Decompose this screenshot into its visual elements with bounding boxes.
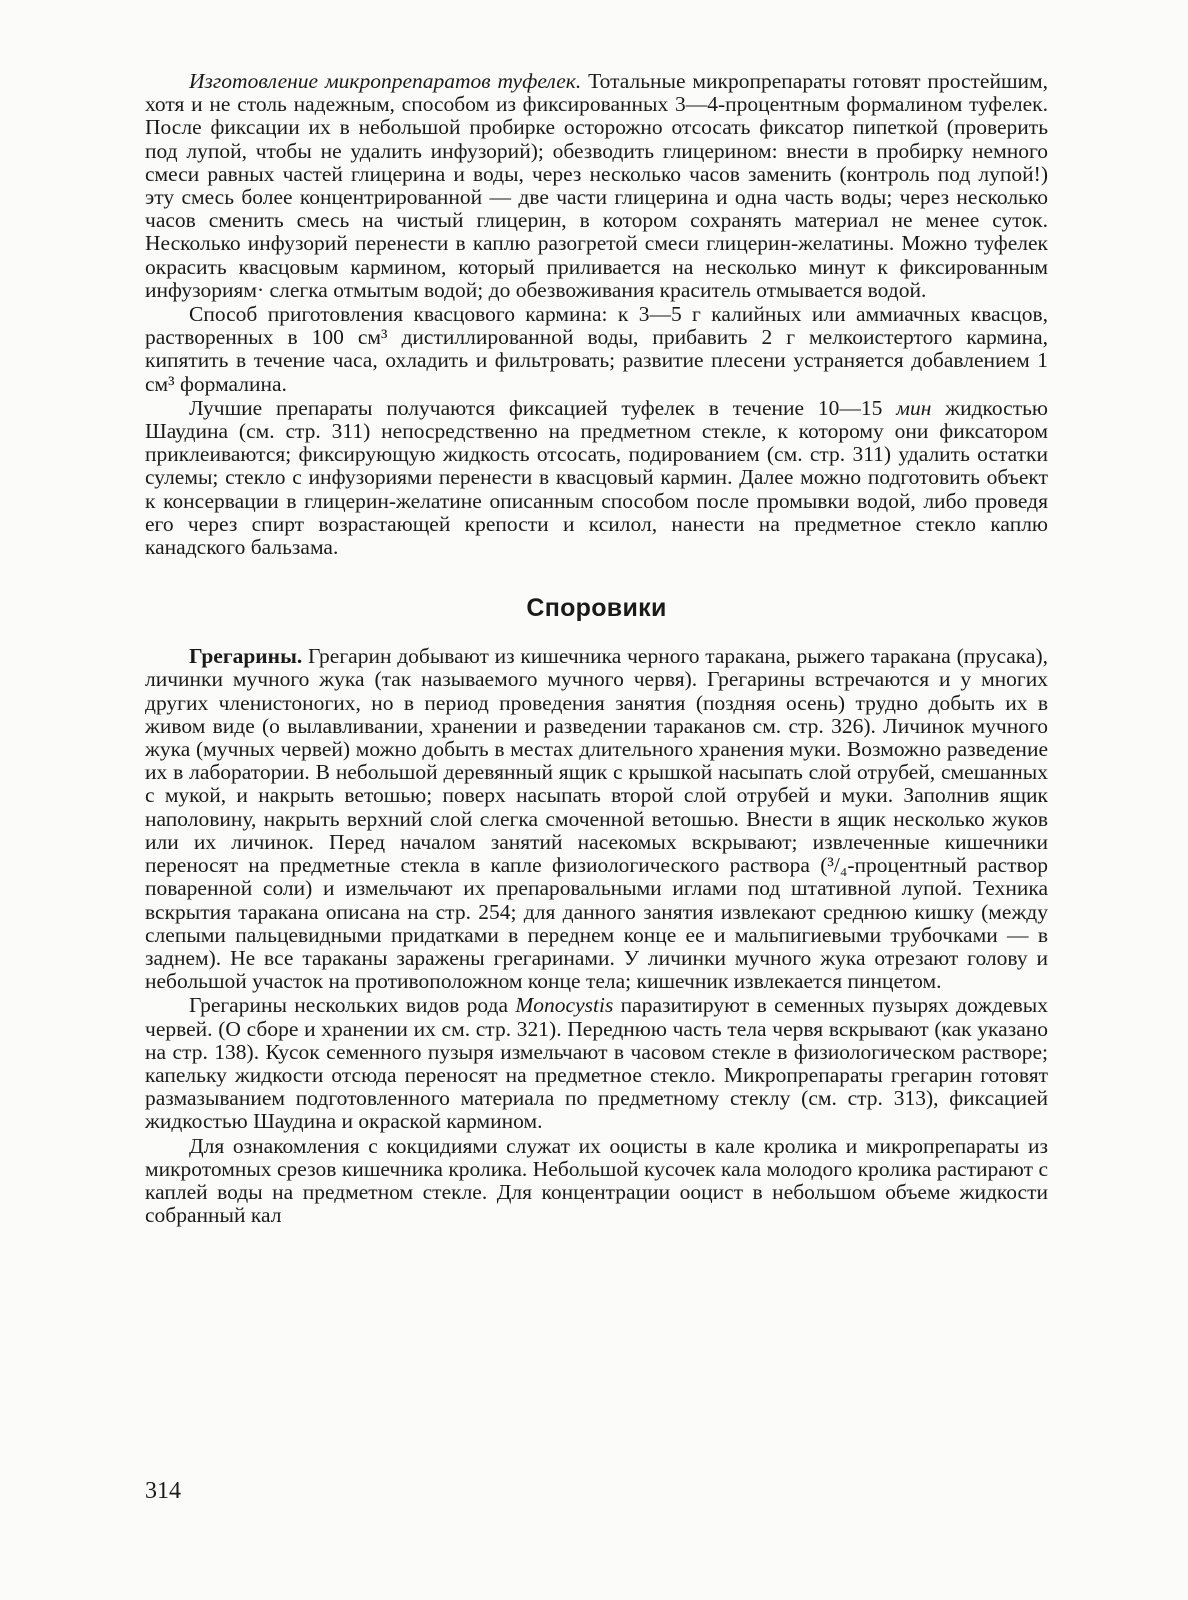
run-in-heading-ciliate-slides: Изготовление микропрепаратов туфелек. [189,69,582,93]
paragraph-text: Лучшие препараты получаются фиксацией туфелек в течение 10—15 [189,395,897,420]
section-heading-sporozoa: Споровики [526,594,667,623]
paragraph-monocystis [145,994,1048,1133]
paragraph-ciliate-slides [145,70,1048,302]
paragraph-best-slides [145,397,1048,559]
paragraph-text: Грегарины нескольких видов рода [189,993,516,1018]
unit-minutes: мин [896,395,932,420]
paragraph-gregarines [145,645,1048,993]
genus-name: Monocystis [515,993,614,1018]
page-number: 314 [145,1478,181,1504]
paragraph-alum-carmine: Способ приготовления квасцового кармина: к 3—5 г калийных или аммиачных квасцов, растворенных в 100 см³ дистиллированной воды, прибавить 2 г мелкоистертого кармина, кипятить в течение часа, охладить и фильтровать; развитие плесени устраняется добавлением 1 см³ формалина. [145,302,1048,396]
run-in-heading-gregarines: Грегарины. [189,644,303,669]
paragraph-text: Грегарин добывают из кишечника черного таракана, рыжего таракана (прусака), личинки мучного жука (так называемого мучного червя). Грегарины встречаются и у многих других членистоногих, но в период проведения занятия (поздняя осень) трудно добыть их в живом виде (о вылавливании, хранении и разведении тараканов см. стр. 326). Личинок мучного жука (мучных червей) можно добыть в местах длительного хранения муки. Возможно разведение их в лаборатории. В небольшой деревянный ящик с крышкой насыпать слой отрубей, смешанных с мукой, и накрыть ветошью; поверх насыпать второй слой отрубей и муки. Заполнив ящик наполовину, накрыть верхний слой слегка смоченной ветошью. Внести в ящик несколько жуков или их личинок. Перед началом занятий насекомых вскрывают; извлеченные кишечники переносят на предметные стекла в капле физиологического раствора (³/₄-процентный раствор поваренной соли) и измельчают их препаровальными иглами под штативной лупой. Техника вскрытия таракана описана на стр. 254; для данного занятия извлекают среднюю кишку (между слепыми пальцевидными придатками в переднем конце ее и мальпигиевыми трубочками — в заднем). Не все тараканы заражены грегаринами. У личинки мучного жука отрезают голову и небольшой участок на противоположном конце тела; кишечник извлекается пинцетом. [145,644,1048,994]
paragraph-text: паразитируют в семенных пузырях дождевых червей. (О сборе и хранении их см. стр. 321). Переднюю часть тела червя вскрывают (как указано на стр. 138). Кусок семенного пузыря измельчают в часовом стекле в физиологическом растворе; капельку жидкости отсюда переносят на предметное стекло. Микропрепараты грегарин готовят размазыванием подготовленного материала по предметному стеклу (см. стр. 313), фиксацией жидкостью Шаудина и окраской кармином. [145,993,1048,1134]
paragraph-text: жидкостью Шаудина (см. стр. 311) непосредственно на предметном стекле, к которому они фиксатором приклеиваются; фиксирующую жидкость отсосать, подированием (см. стр. 311) удалить остатки сулемы; стекло с инфузориями перенести в квасцовый кармин. Далее можно подготовить объект к консервации в глицерин-желатине описанным способом после промывки водой, либо проведя его через спирт возрастающей крепости и ксилол, нанести на предметное стекло каплю канадского бальзама. [145,395,1048,560]
paragraph-text: Тотальные микропрепараты готовят простейшим, хотя и не столь надежным, способом из фиксированных 3—4-процентным формалином туфелек. После фиксации их в небольшой пробирке осторожно отсосать фиксатор пипеткой (проверить под лупой, чтобы не удалить инфузорий); обезводить глицерином: внести в пробирку немного смеси равных частей глицерина и воды, через несколько часов заменить (контроль под лупой!) эту смесь более концентрированной — две части глицерина и одна часть воды; через несколько часов сменить смесь на чистый глицерин, в котором сохранять материал не менее суток. Несколько инфузорий перенести в каплю разогретой смеси глицерин-желатины. Можно туфелек окрасить квасцовым кармином, который приливается на несколько минут к фиксированным инфузориям· слегка отмытым водой; до обезвоживания краситель отмывается водой. [145,69,1049,302]
paragraph-coccidia: Для ознакомления с кокцидиями служат их ооцисты в кале кролика и микропрепараты из микротомных срезов кишечника кролика. Небольшой кусочек кала молодого кролика растирают с каплей воды на предметном стекле. Для концентрации ооцист в небольшом объеме жидкости собранный кал [145,1133,1048,1228]
